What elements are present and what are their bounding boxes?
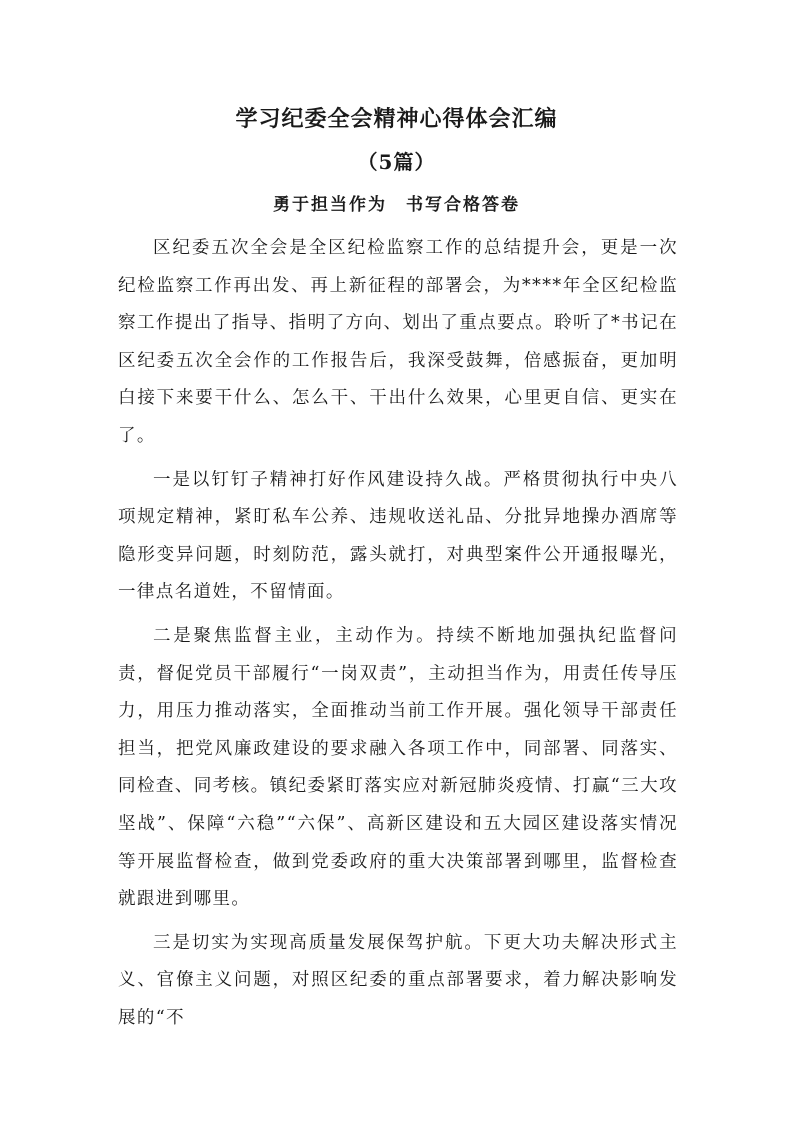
- document-title: 学习纪委全会精神心得体会汇编: [235, 106, 558, 132]
- paragraph-point-three: 三是切实为实现高质量发展保驾护航。下更大功夫解决形式主义、官僚主义问题，对照区纪委的重点部署要求，着力解决影响发展的“不: [118, 932, 678, 1028]
- article-title: 勇于担当作为 书写合格答卷: [273, 195, 520, 215]
- paragraph-point-one: 一是以钉钉子精神打好作风建设持久战。严格贯彻执行中央八项规定精神，紧盯私车公养、违规收送礼品、分批异地操办酒席等隐形变异问题，时刻防范，露头就打，对典型案件公开通报曝光，一律点名道姓，不留情面。: [118, 469, 678, 603]
- paragraph-intro: 区纪委五次全会是全区纪检监察工作的总结提升会，更是一次纪检监察工作再出发、再上新征程的部署会，为****年全区纪检监察工作提出了指导、指明了方向、划出了重点要点。聆听了*书记在区纪委五次全会作的工作报告后，我深受鼓舞，倍感振奋，更加明白接下来要干什么、怎么干、干出什么效果，心里更自信、更实在了。: [118, 238, 678, 446]
- article-body: [118, 230, 678, 1037]
- document-subtitle: （5篇）: [357, 150, 436, 174]
- paragraph-point-two: 二是聚焦监督主业，主动作为。持续不断地加强执纪监督问责，督促党员干部履行“一岗双责”，主动担当作为，用责任传导压力，用压力推动落实，全面推动当前工作开展。强化领导干部责任担当，把党风廉政建设的要求融入各项工作中，同部署、同落实、同检查、同考核。镇纪委紧盯落实应对新冠肺炎疫情、打赢“三大攻坚战”、保障“六稳”“六保”、高新区建设和五大园区建设落实情况等开展监督检查，做到党委政府的重大决策部署到哪里，监督检查就跟进到哪里。: [118, 625, 678, 910]
